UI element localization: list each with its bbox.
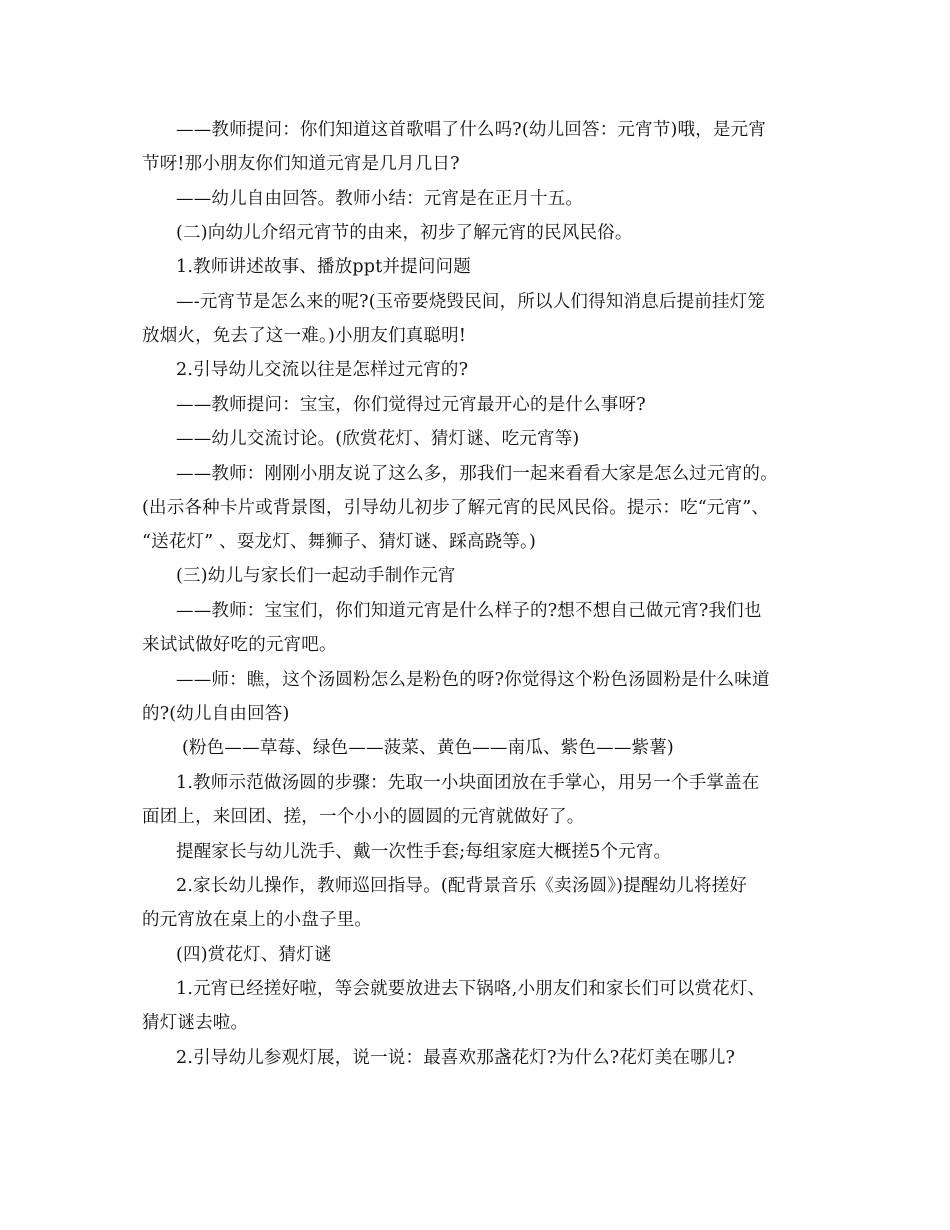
text-line-6: —-元宵节是怎么来的呢?(玉帝要烧毁民间，所以人们得知消息后提前挂灯笼 — [176, 292, 766, 312]
text-line-16: 来试试做好吃的元宵吧。 — [142, 635, 337, 655]
text-line-9: ——教师提问：宝宝，你们觉得过元宵最开心的是什么事呀? — [176, 395, 646, 415]
text-line-5: 1.教师讲述故事、播放ppt并提问问题 — [176, 257, 471, 277]
text-line-24: 的元宵放在桌上的小盘子里。 — [142, 910, 373, 930]
text-line-22: 提醒家长与幼儿洗手、戴一次性手套;每组家庭大概搓5个元宵。 — [176, 842, 672, 862]
text-line-8: 2.引导幼儿交流以往是怎样过元宵的? — [176, 360, 469, 380]
section-heading-3: (三)幼儿与家长们一起动手制作元宵 — [176, 566, 456, 586]
text-line-27: 猜灯谜去啦。 — [142, 1013, 249, 1033]
text-line-21: 面团上，来回团、搓，一个小小的圆圆的元宵就做好了。 — [142, 807, 585, 827]
text-line-7: 放烟火，免去了这一难。)小朋友们真聪明! — [142, 326, 467, 346]
text-line-2: 节呀!那小朋友你们知道元宵是几月几日? — [142, 154, 460, 174]
text-line-28: 2.引导幼儿参观灯展，说一说：最喜欢那盏花灯?为什么?花灯美在哪儿? — [176, 1048, 736, 1068]
section-heading-2: (二)向幼儿介绍元宵节的由来，初步了解元宵的民风民俗。 — [176, 223, 633, 243]
text-line-10: ——幼儿交流讨论。(欣赏花灯、猜灯谜、吃元宵等) — [176, 429, 580, 449]
text-line-23: 2.家长幼儿操作，教师巡回指导。(配背景音乐《卖汤圆》)提醒幼儿将搓好 — [176, 876, 748, 896]
text-line-13: “送花灯” 、耍龙灯、舞狮子、猜灯谜、踩高跷等。) — [142, 532, 537, 552]
text-line-26: 1.元宵已经搓好啦，等会就要放进去下锅咯,小朋友们和家长们可以赏花灯、 — [176, 979, 766, 999]
text-line-17: ——师：瞧，这个汤圆粉怎么是粉色的呀?你觉得这个粉色汤圆粉是什么味道 — [176, 670, 770, 690]
text-line-18: 的?(幼儿自由回答) — [142, 704, 290, 724]
text-line-1: ——教师提问：你们知道这首歌唱了什么吗?(幼儿回答：元宵节)哦，是元宵 — [176, 120, 767, 140]
text-line-15: ——教师：宝宝们，你们知道元宵是什么样子的?想不想自己做元宵?我们也 — [176, 601, 762, 621]
section-heading-4: (四)赏花灯、猜灯谜 — [176, 945, 332, 965]
text-line-12: (出示各种卡片或背景图，引导幼儿初步了解元宵的民风民俗。提示：吃“元宵”、 — [142, 498, 770, 518]
text-line-11: ——教师：刚刚小朋友说了这么多，那我们一起来看看大家是怎么过元宵的。 — [176, 464, 778, 484]
text-line-3: ——幼儿自由回答。教师小结：元宵是在正月十五。 — [176, 189, 584, 209]
text-line-19: (粉色——草莓、绿色——菠菜、黄色——南瓜、紫色——紫薯) — [182, 738, 674, 758]
text-line-20: 1.教师示范做汤圆的步骤：先取一小块面团放在手掌心，用另一个手掌盖在 — [176, 773, 760, 793]
